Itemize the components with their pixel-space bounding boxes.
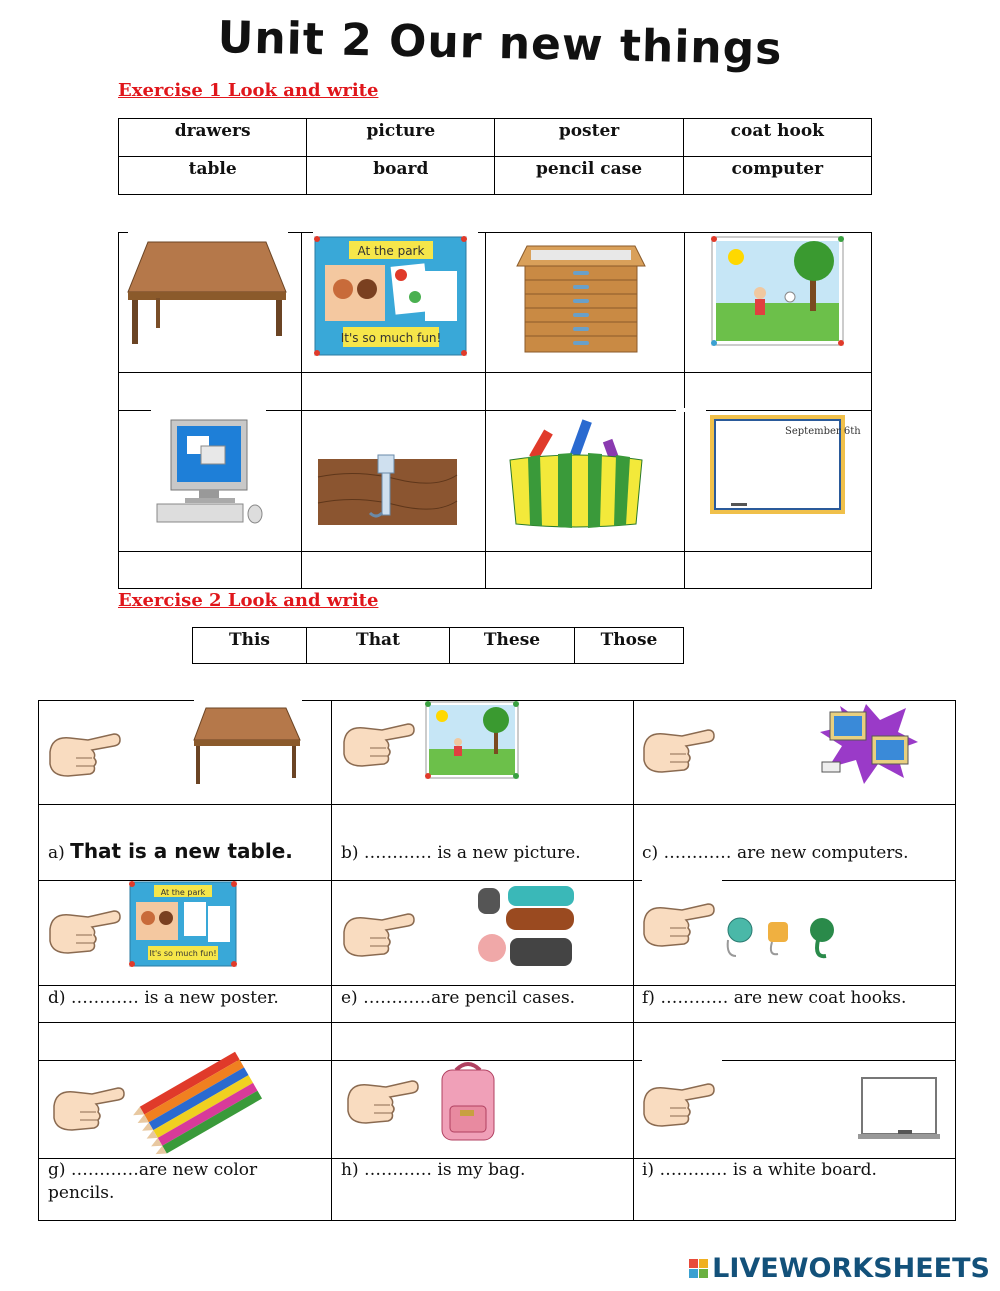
poster-small-image (128, 880, 238, 968)
word-pencil-case: pencil case (495, 157, 683, 195)
pointing-hand-icon (52, 1082, 127, 1137)
pointing-hand-icon (642, 1078, 717, 1133)
liveworksheets-logo[interactable] (689, 1253, 990, 1284)
pointing-hand-icon (48, 728, 123, 783)
pointing-hand-icon (342, 908, 417, 963)
sentence-b: b) ………… is a new picture. (341, 843, 581, 863)
word-board: board (307, 157, 495, 195)
word-drawers: drawers (119, 119, 307, 157)
word-computer: computer (683, 157, 871, 195)
white-board-image (858, 1076, 940, 1142)
sentence-g: g) …………are new color pencils. (48, 1160, 258, 1203)
board-image (709, 414, 861, 515)
word-picture: picture (307, 119, 495, 157)
pointing-hand-icon (642, 724, 717, 779)
answer-input-8[interactable] (689, 555, 871, 587)
picture-image (710, 235, 845, 347)
word-coat-hook: coat hook (683, 119, 871, 157)
pencil-case-image (506, 420, 646, 530)
sentence-a (48, 840, 293, 865)
computers-image (816, 702, 920, 786)
table-image (126, 240, 288, 345)
page-title: Unit 2 Our new things (217, 12, 783, 75)
coat-hooks-image (722, 914, 840, 962)
answer-input-3[interactable] (490, 376, 684, 408)
answer-input-7[interactable] (490, 555, 684, 587)
pointing-hand-icon (346, 1075, 421, 1130)
sentence-h: h) ………… is my bag. (341, 1160, 526, 1180)
exercise1-word-bank (118, 118, 872, 195)
drawers-image (513, 244, 648, 354)
sentence-a-label: a) (48, 843, 71, 863)
exercise1-heading: Exercise 1 Look and write (118, 80, 379, 101)
sentence-a-answer: That is a new table. (70, 839, 293, 863)
coat-hook-image (316, 455, 459, 527)
answer-input-1[interactable] (122, 376, 300, 408)
word-that: That (307, 628, 450, 664)
pencil-cases-image (474, 884, 578, 970)
answer-input-2[interactable] (306, 376, 484, 408)
logo-mark-icon (689, 1259, 708, 1278)
sentence-f: f) ………… are new coat hooks. (642, 988, 907, 1008)
poster-image (313, 235, 468, 357)
table-small-image (192, 706, 302, 786)
word-poster: poster (495, 119, 683, 157)
picture-small-image (424, 700, 520, 780)
word-this: This (193, 628, 307, 664)
pointing-hand-icon (48, 905, 123, 960)
word-these: These (450, 628, 575, 664)
bag-image (438, 1060, 500, 1142)
exercise2-heading: Exercise 2 Look and write (118, 590, 379, 611)
pointing-hand-icon (642, 898, 717, 953)
board-date-text: September 6th (785, 426, 861, 437)
sentence-i: i) ………… is a white board. (642, 1160, 877, 1180)
poster-small-title-art: At the park (160, 888, 206, 897)
color-pencils-image (136, 1060, 272, 1144)
word-those: Those (575, 628, 684, 664)
computer-image (155, 418, 267, 526)
answer-input-5[interactable] (122, 555, 300, 587)
pointing-hand-icon (342, 718, 417, 773)
answer-input-6[interactable] (306, 555, 484, 587)
poster-title-art: At the park (357, 244, 425, 258)
exercise2-word-bank (192, 627, 684, 664)
poster-caption-art: It's so much fun! (340, 331, 442, 345)
sentence-c: c) ………… are new computers. (642, 843, 909, 863)
sentence-e: e) …………are pencil cases. (341, 988, 576, 1008)
logo-text: LIVEWORKSHEETS (712, 1253, 990, 1284)
answer-input-4[interactable] (689, 376, 871, 408)
sentence-d: d) ………… is a new poster. (48, 988, 279, 1008)
poster-small-caption-art: It's so much fun! (149, 949, 217, 958)
word-table: table (119, 157, 307, 195)
